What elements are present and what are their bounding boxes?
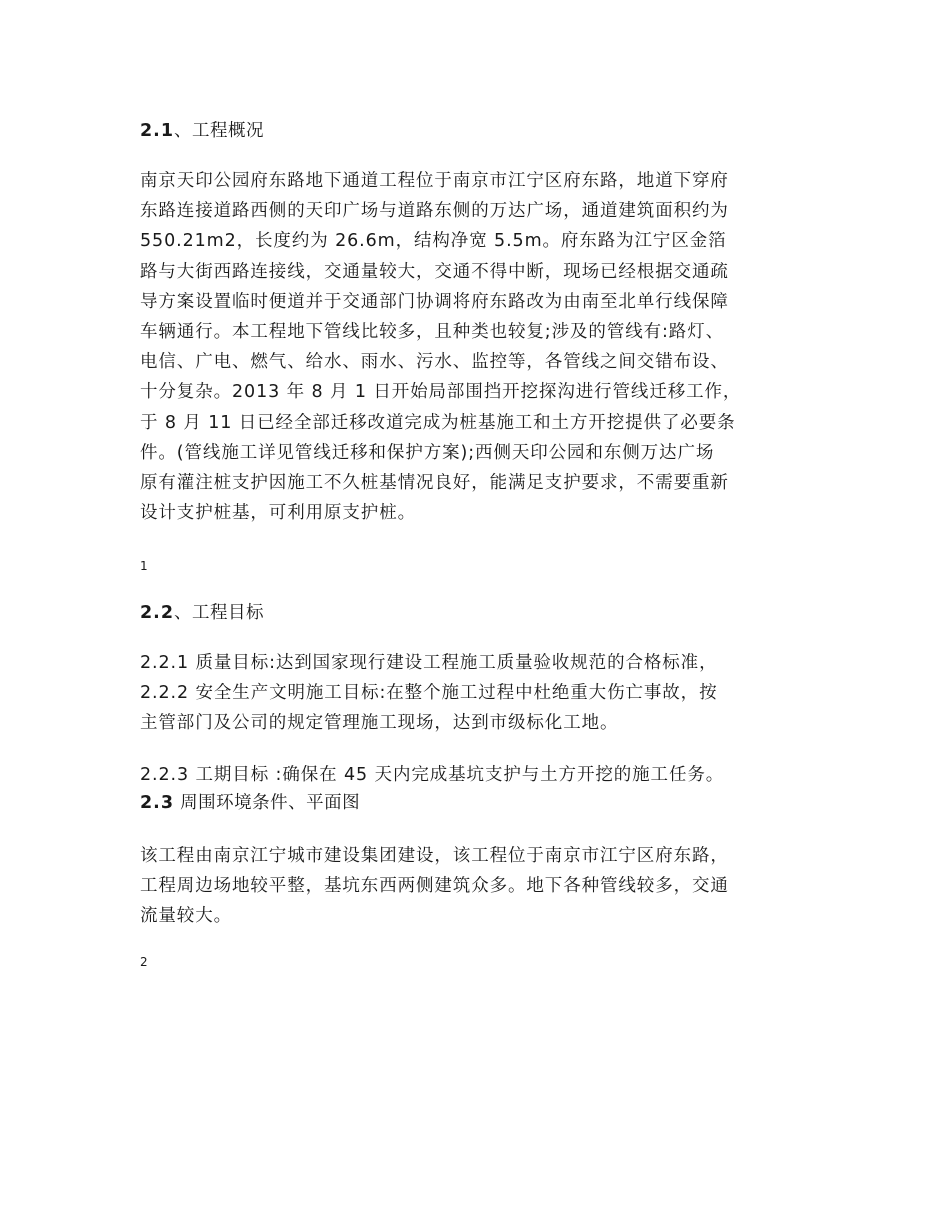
paragraph-line: 十分复杂。2013 年 8 月 1 日开始局部围挡开挖探沟进行管线迁移工作， xyxy=(140,382,742,403)
section-2-2-heading xyxy=(140,600,264,626)
section-2-3-number: 2.3 xyxy=(140,793,175,813)
paragraph-line: 2.2.3 工期目标 :确保在 45 天内完成基坑支护与土方开挖的施工任务。 xyxy=(140,765,725,785)
paragraph-line: 该工程由南京江宁城市建设集团建设，该工程位于南京市江宁区府东路， xyxy=(140,846,729,866)
paragraph-line: 电信、广电、燃气、给水、雨水、污水、监控等，各管线之间交错布设、 xyxy=(140,352,729,373)
section-2-2-paragraph-a xyxy=(140,648,820,739)
page-number-1: 1 xyxy=(140,559,148,573)
section-2-3-paragraph xyxy=(140,841,820,932)
page-number-2: 2 xyxy=(140,955,148,969)
paragraph-line: 东路连接道路西侧的天印广场与道路东侧的万达广场，通道建筑面积约为 xyxy=(140,201,729,222)
paragraph-line: 2.2.1 质量目标:达到国家现行建设工程施工质量验收规范的合格标准， xyxy=(140,653,718,673)
section-2-1-paragraph xyxy=(140,166,820,528)
paragraph-line: 原有灌注桩支护因施工不久桩基情况良好，能满足支护要求，不需要重新 xyxy=(140,473,729,494)
paragraph-line: 设计支护桩基，可利用原支护桩。 xyxy=(140,503,416,524)
section-2-2-paragraph-b xyxy=(140,760,820,790)
paragraph-line: 路与大街西路连接线，交通量较大，交通不得中断，现场已经根据交通疏 xyxy=(140,261,729,282)
paragraph-line: 工程周边场地较平整，基坑东西两侧建筑众多。地下各种管线较多，交通 xyxy=(140,876,729,897)
paragraph-line: 导方案设置临时便道并于交通部门协调将府东路改为由南至北单行线保障 xyxy=(140,291,729,312)
section-2-3-title: 周围环境条件、平面图 xyxy=(174,793,361,813)
paragraph-line: 于 8 月 11 日已经全部迁移改道完成为桩基施工和土方开挖提供了必要条 xyxy=(140,412,736,433)
section-2-2-number: 2.2 xyxy=(140,603,175,623)
section-2-1-heading xyxy=(140,118,264,144)
paragraph-line: 550.21m2，长度约为 26.6m，结构净宽 5.5m。府东路为江宁区金箔 xyxy=(140,231,727,252)
paragraph-line: 南京天印公园府东路地下通道工程位于南京市江宁区府东路，地道下穿府 xyxy=(140,171,729,191)
paragraph-line: 流量较大。 xyxy=(140,906,232,927)
section-2-1-title: 、工程概况 xyxy=(174,121,265,141)
paragraph-line: 车辆通行。本工程地下管线比较多，且种类也较复;涉及的管线有:路灯、 xyxy=(140,322,724,343)
section-2-2-title: 、工程目标 xyxy=(174,603,265,623)
section-2-3-heading xyxy=(140,790,360,816)
paragraph-line: 主管部门及公司的规定管理施工现场，达到市级标化工地。 xyxy=(140,713,619,734)
section-2-1-number: 2.1 xyxy=(140,121,175,141)
paragraph-line: 2.2.2 安全生产文明施工目标:在整个施工过程中杜绝重大伤亡事故，按 xyxy=(140,683,718,704)
paragraph-line: 件。(管线施工详见管线迁移和保护方案);西侧天印公园和东侧万达广场 xyxy=(140,442,715,463)
